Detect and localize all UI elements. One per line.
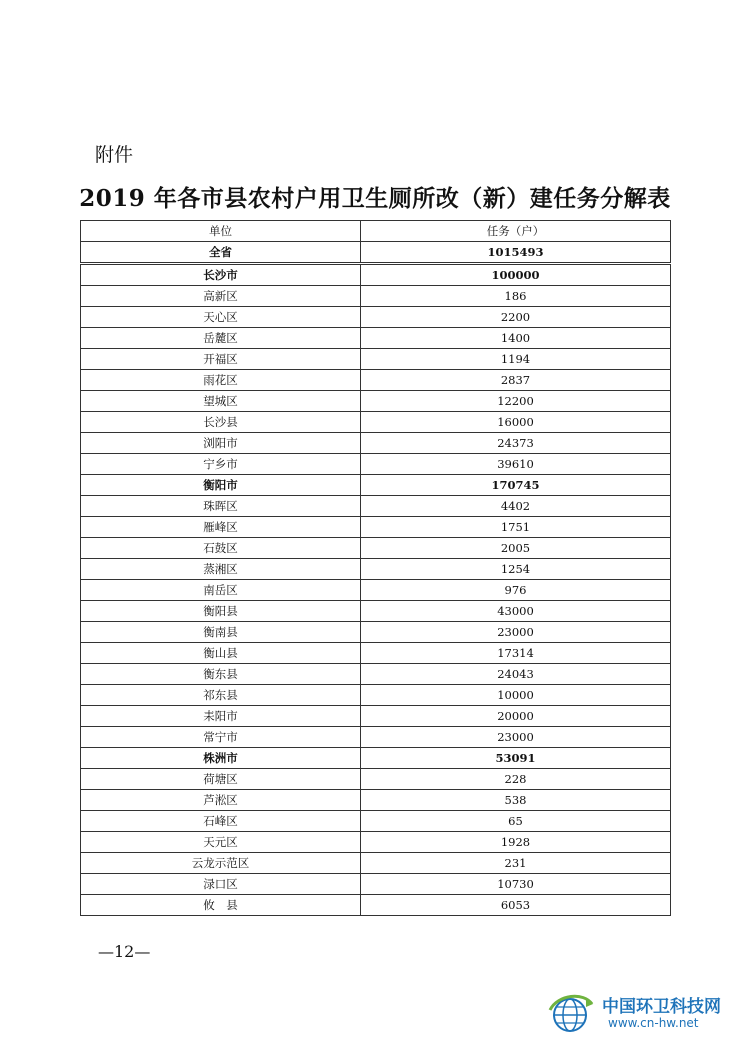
unit-cell: 渌口区 [81,874,361,895]
unit-cell: 雁峰区 [81,517,361,538]
table-row [81,622,671,643]
task-cell: 16000 [361,412,671,433]
unit-cell: 长沙县 [81,412,361,433]
table-row [81,853,671,874]
task-cell: 6053 [361,895,671,916]
task-cell: 100000 [361,264,671,286]
column-header-unit: 单位 [81,221,361,242]
unit-cell: 耒阳市 [81,706,361,727]
unit-cell: 芦淞区 [81,790,361,811]
task-cell: 170745 [361,475,671,496]
document-title: 2019 年各市县农村户用卫生厕所改（新）建任务分解表 [79,185,671,212]
task-cell: 231 [361,853,671,874]
task-cell: 24373 [361,433,671,454]
unit-cell: 长沙市 [81,264,361,286]
task-cell: 186 [361,286,671,307]
table-row [81,475,671,496]
task-cell: 23000 [361,727,671,748]
task-cell: 228 [361,769,671,790]
table-row [81,286,671,307]
task-table [80,220,671,916]
unit-cell: 浏阳市 [81,433,361,454]
table-row [81,559,671,580]
task-cell: 1254 [361,559,671,580]
unit-cell: 株洲市 [81,748,361,769]
unit-cell: 天元区 [81,832,361,853]
table-row [81,895,671,916]
table-row [81,370,671,391]
unit-cell: 衡东县 [81,664,361,685]
task-cell: 65 [361,811,671,832]
task-cell: 2200 [361,307,671,328]
unit-cell: 高新区 [81,286,361,307]
table-row [81,769,671,790]
task-cell: 1928 [361,832,671,853]
task-cell: 53091 [361,748,671,769]
task-cell: 24043 [361,664,671,685]
table-row [81,748,671,769]
table-row [81,685,671,706]
unit-cell: 祁东县 [81,685,361,706]
task-cell: 20000 [361,706,671,727]
table-row [81,538,671,559]
table-row [81,832,671,853]
unit-cell: 衡阳县 [81,601,361,622]
unit-cell: 衡南县 [81,622,361,643]
table-body [81,242,671,916]
table-row [81,580,671,601]
table-header-row [81,221,671,242]
task-cell: 10000 [361,685,671,706]
table-row [81,727,671,748]
unit-cell: 石鼓区 [81,538,361,559]
table-row [81,264,671,286]
table-row [81,496,671,517]
table-row [81,433,671,454]
task-cell: 4402 [361,496,671,517]
table-row [81,328,671,349]
task-cell: 538 [361,790,671,811]
table-row [81,643,671,664]
table-row [81,391,671,412]
unit-cell: 常宁市 [81,727,361,748]
unit-cell: 珠晖区 [81,496,361,517]
table-row [81,349,671,370]
table-row [81,307,671,328]
table-row [81,874,671,895]
column-header-task: 任务（户） [361,221,671,242]
task-cell: 1751 [361,517,671,538]
unit-cell: 攸 县 [81,895,361,916]
task-cell: 23000 [361,622,671,643]
unit-cell: 全省 [81,242,361,264]
task-cell: 1400 [361,328,671,349]
task-cell: 12200 [361,391,671,412]
page-number: —12— [98,942,151,961]
unit-cell: 天心区 [81,307,361,328]
unit-cell: 石峰区 [81,811,361,832]
task-cell: 17314 [361,643,671,664]
task-cell: 2837 [361,370,671,391]
table-row [81,790,671,811]
unit-cell: 蒸湘区 [81,559,361,580]
table-row [81,811,671,832]
task-cell: 976 [361,580,671,601]
table-row [81,412,671,433]
unit-cell: 岳麓区 [81,328,361,349]
table-row [81,454,671,475]
watermark-url: www.cn-hw.net [608,1016,699,1030]
unit-cell: 南岳区 [81,580,361,601]
unit-cell: 云龙示范区 [81,853,361,874]
task-cell: 1194 [361,349,671,370]
unit-cell: 开福区 [81,349,361,370]
task-cell: 10730 [361,874,671,895]
unit-cell: 宁乡市 [81,454,361,475]
table-row [81,601,671,622]
site-watermark [548,990,728,1038]
task-cell: 2005 [361,538,671,559]
watermark-site-name: 中国环卫科技网 [602,997,721,1017]
globe-logo-icon [548,992,594,1036]
unit-cell: 雨花区 [81,370,361,391]
unit-cell: 衡山县 [81,643,361,664]
unit-cell: 衡阳市 [81,475,361,496]
task-cell: 39610 [361,454,671,475]
unit-cell: 荷塘区 [81,769,361,790]
table-row [81,706,671,727]
attachment-label: 附件 [95,144,134,166]
table-row [81,664,671,685]
task-cell: 43000 [361,601,671,622]
task-cell: 1015493 [361,242,671,264]
unit-cell: 望城区 [81,391,361,412]
table-row [81,242,671,264]
table-row [81,517,671,538]
